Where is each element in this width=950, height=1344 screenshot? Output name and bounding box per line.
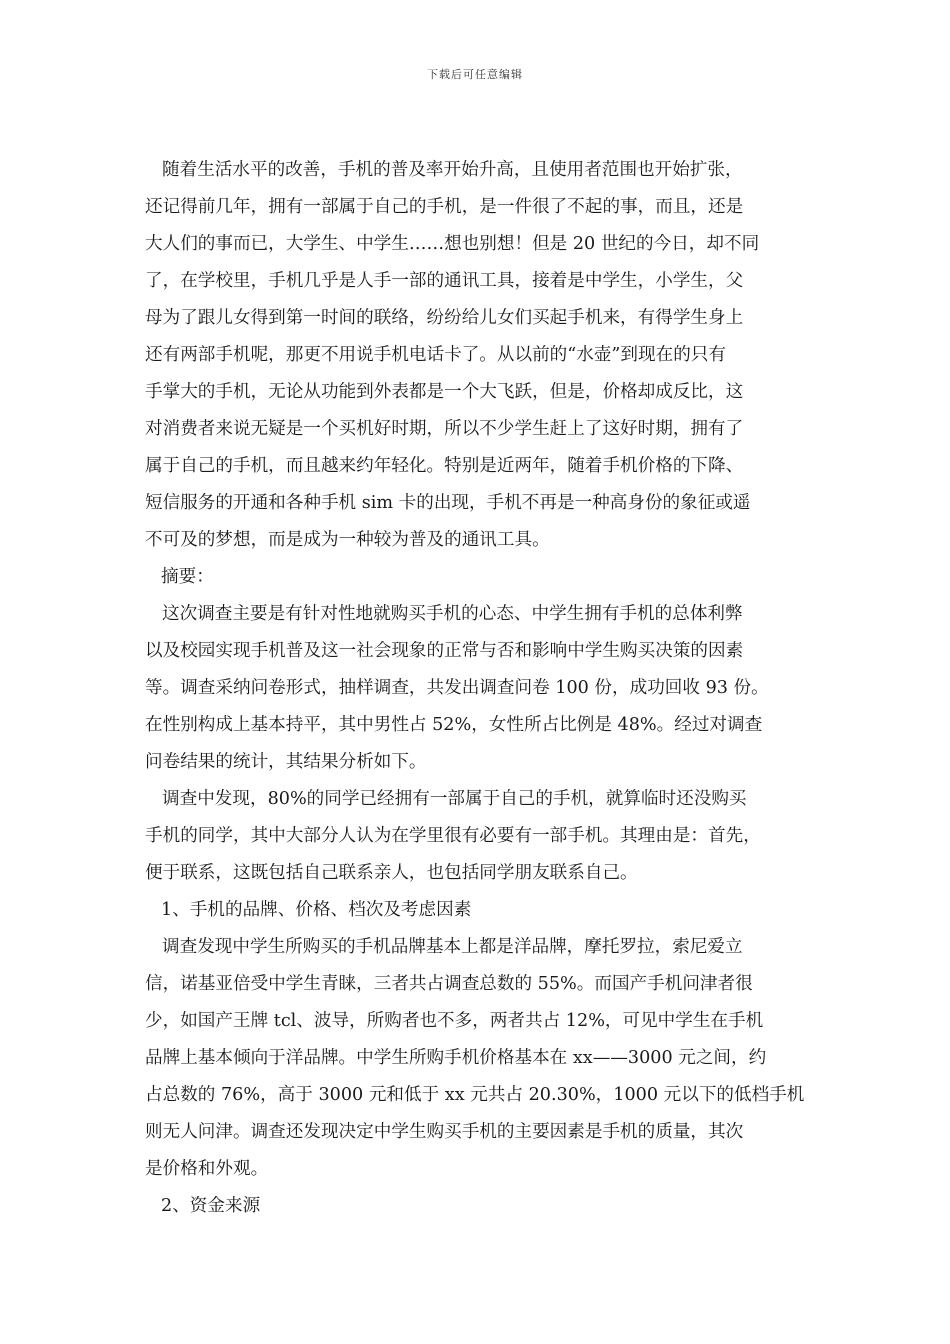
text-line: 占总数的 76%，高于 3000 元和低于 xx 元共占 20.30%，1000 元以下的低档手机 [145, 1085, 805, 1105]
text-line: 则无人问津。调查还发现决定中学生购买手机的主要因素是手机的质量，其次 [145, 1122, 744, 1142]
text-line: 还有两部手机呢，那更不用说手机电话卡了。从以前的“水壶”到现在的只有 [145, 345, 726, 365]
text-line: 手机的同学，其中大部分人认为在学里很有必要有一部手机。其理由是：首先， [145, 826, 761, 846]
text-line: 属于自己的手机，而且越来约年轻化。特别是近两年，随着手机价格的下降、 [145, 456, 744, 476]
text-line: 随着生活水平的改善，手机的普及率开始升高，且使用者范围也开始扩张， [162, 160, 743, 180]
text-line: 等。调查采纳问卷形式，抽样调查，共发出调查问卷 100 份，成功回收 93 份。 [145, 678, 769, 698]
text-line: 问卷结果的统计，其结果分析如下。 [145, 752, 427, 772]
text-line: 是价格和外观。 [145, 1159, 269, 1179]
text-line: 手掌大的手机，无论从功能到外表都是一个大飞跃，但是，价格却成反比，这 [145, 382, 744, 402]
page-header: 下载后可任意编辑 [427, 68, 523, 81]
text-line: 以及校园实现手机普及这一社会现象的正常与否和影响中学生购买决策的因素 [145, 641, 744, 661]
text-line: 了，在学校里，手机几乎是人手一部的通讯工具，接着是中学生，小学生，父 [145, 271, 744, 291]
section-heading-brand: 1、手机的品牌、价格、档次及考虑因素 [161, 900, 472, 920]
text-line: 对消费者来说无疑是一个买机好时期，所以不少学生赶上了这好时期，拥有了 [145, 419, 744, 439]
text-line: 信，诺基亚倍受中学生青睐，三者共占调查总数的 55%。而国产手机问津者很 [145, 974, 753, 994]
document-body [145, 152, 807, 1225]
text-line: 短信服务的开通和各种手机 sim 卡的出现，手机不再是一种高身份的象征或遥 [145, 493, 751, 513]
text-line: 还记得前几年，拥有一部属于自己的手机，是一件很了不起的事，而且，还是 [145, 197, 744, 217]
text-line: 品牌上基本倾向于洋品牌。中学生所购手机价格基本在 xx——3000 元之间，约 [145, 1048, 767, 1068]
text-line: 调查发现中学生所购买的手机品牌基本上都是洋品牌，摩托罗拉，索尼爱立 [162, 937, 743, 957]
text-line: 大人们的事而已，大学生、中学生……想也别想！但是 20 世纪的今日，却不同 [145, 234, 760, 254]
text-line: 这次调查主要是有针对性地就购买手机的心态、中学生拥有手机的总体利弊 [162, 604, 743, 624]
text-line: 便于联系，这既包括自己联系亲人，也包括同学朋友联系自己。 [145, 863, 638, 883]
section-heading-funding: 2、资金来源 [161, 1196, 261, 1216]
section-heading-abstract: 摘要： [161, 567, 214, 587]
text-line: 不可及的梦想，而是成为一种较为普及的通讯工具。 [145, 530, 550, 550]
text-line: 在性别构成上基本持平，其中男性占 52%，女性所占比例是 48%。经过对调查 [145, 715, 763, 735]
text-line: 母为了跟儿女得到第一时间的联络，纷纷给儿女们买起手机来，有得学生身上 [145, 308, 744, 328]
text-line: 少，如国产王牌 tcl、波导，所购者也不多，两者共占 12%，可见中学生在手机 [145, 1011, 764, 1031]
text-line: 调查中发现，80%的同学已经拥有一部属于自己的手机，就算临时还没购买 [162, 789, 747, 809]
